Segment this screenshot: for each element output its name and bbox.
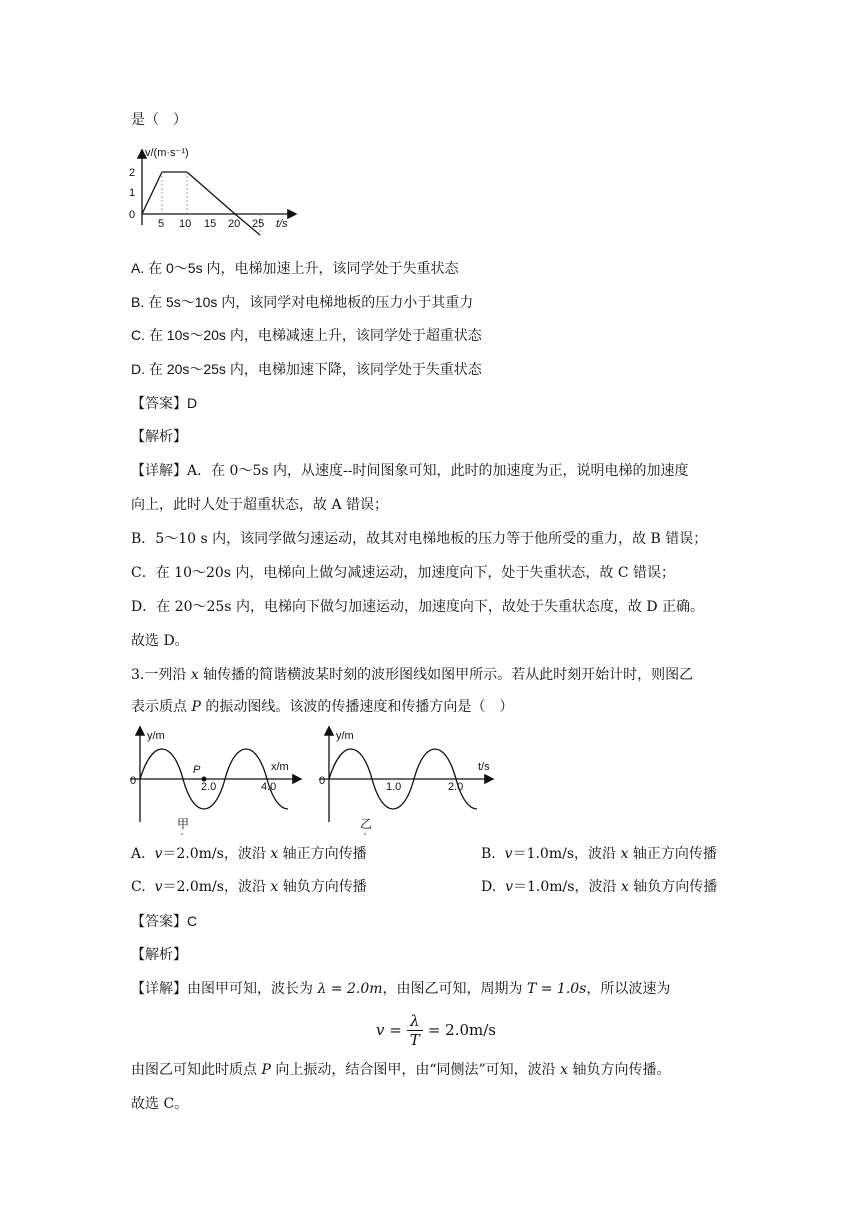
q2-option-a: A. 在 0～5s 内，电梯加速上升，该同学处于失重状态 <box>131 260 459 276</box>
q3-jia-xlabel: x/m <box>271 761 289 773</box>
q3-detail-line-2: 由图乙可知此时质点 P 向上振动，结合图甲，由“同侧法”可知，波沿 x 轴负方向传播。 <box>131 1062 671 1078</box>
q3-yi-tick-1: 1.0 <box>386 781 402 793</box>
q3-jia-ylabel: y/m <box>147 730 165 742</box>
q2-analysis-label: 【解析】 <box>131 429 187 445</box>
q3-jia-point-label: P <box>193 764 201 776</box>
q2-detail-line-6: 故选 D。 <box>131 633 189 649</box>
q3-figure-jia-waveform <box>125 722 305 840</box>
lambda-expression: λ = 2.0m <box>317 981 383 997</box>
q3-jia-origin: 0 <box>130 775 137 787</box>
q2-detail-line-3: B．5～10 s 内，该同学做匀速运动，故其对电梯地板的压力等于他所受的重力，故 B 错误； <box>131 531 708 547</box>
q3-jia-tick-4: 4.0 <box>261 781 277 793</box>
q2-detail-line-1: 【详解】A．在 0～5s 内，从速度--时间图象可知，此时的加速度为正，说明电梯的加速度 <box>131 463 689 479</box>
q3-option-b: B. v＝1.0m/s，波沿 x 轴正方向传播 <box>481 846 717 862</box>
answer-label: 【答案】 <box>131 396 187 412</box>
q2-detail-line-4: C．在 10～20s 内，电梯向上做匀减速运动，加速度向下，处于失重状态，故 C 错误； <box>131 565 676 581</box>
q3-yi-xlabel: t/s <box>478 761 490 773</box>
answer-value: D <box>187 395 198 411</box>
q2-velocity-time-graph <box>125 143 310 243</box>
q2-ytick-1: 1 <box>129 187 136 199</box>
q2-y-label: v/(m·s⁻¹) <box>145 147 189 159</box>
q3-answer <box>131 911 197 932</box>
q3-option-c: C. v＝2.0m/s，波沿 x 轴负方向传播 <box>131 879 367 895</box>
q2-stem-tail: 是（ ） <box>131 112 187 128</box>
q3-velocity-formula: v = λ T = 2.0m/s <box>376 1011 496 1049</box>
q3-number: 3. <box>131 667 145 683</box>
q3-yi-caption: 乙 <box>360 817 373 831</box>
q2-xtick-5: 5 <box>158 218 165 230</box>
q3-jia-caption: 甲 <box>177 817 190 831</box>
q3-stem-line-1: 3.一列沿 x 轴传播的简谐横波某时刻的波形图线如图甲所示。若从此时刻开始计时，则图乙 <box>131 667 694 683</box>
q2-answer <box>131 393 197 414</box>
q2-option-b: B. 在 5s～10s 内，该同学对电梯地板的压力小于其重力 <box>131 294 474 310</box>
q2-x-label: t/s <box>276 218 288 230</box>
q2-option-c: C. 在 10s～20s 内，电梯减速上升，该同学处于超重状态 <box>131 327 482 343</box>
q3-figure-yi-vibration <box>312 722 502 840</box>
q3-option-a: A. v＝2.0m/s，波沿 x 轴正方向传播 <box>131 846 367 862</box>
fraction: λ T <box>407 1012 423 1049</box>
q3-option-d: D. v＝1.0m/s，波沿 x 轴负方向传播 <box>481 879 718 895</box>
answer-value: C <box>187 913 198 929</box>
q3-stem-line-2: 表示质点 P 的振动图线。该波的传播速度和传播方向是（ ） <box>131 699 514 715</box>
q3-yi-ylabel: y/m <box>336 730 354 742</box>
q2-xtick-20: 20 <box>228 218 241 230</box>
q2-detail-line-2: 向上，此时人处于超重状态，故 A 错误； <box>131 497 389 513</box>
q3-analysis-label: 【解析】 <box>131 947 187 963</box>
q2-ytick-2: 2 <box>129 167 136 179</box>
q2-xtick-25: 25 <box>252 218 265 230</box>
q2-detail-line-5: D．在 20～25s 内，电梯向下做匀加速运动，加速度向下，故处于失重状态度，故 D 正确。 <box>131 599 705 615</box>
q2-xtick-10: 10 <box>179 218 192 230</box>
q2-ytick-0: 0 <box>129 209 136 221</box>
q2-option-d: D. 在 20s～25s 内，电梯加速下降，该同学处于失重状态 <box>131 361 482 377</box>
q3-detail-line-1: 【详解】由图甲可知，波长为 λ = 2.0m，由图乙可知，周期为 T = 1.0s，所以波速为 <box>131 981 671 997</box>
period-expression: T = 1.0s <box>526 981 587 997</box>
answer-label: 【答案】 <box>131 914 187 930</box>
q3-jia-tick-2: 2.0 <box>201 781 217 793</box>
q3-yi-tick-2: 2.0 <box>448 781 464 793</box>
q3-detail-line-3: 故选 C。 <box>131 1096 189 1112</box>
q2-xtick-15: 15 <box>204 218 217 230</box>
q3-yi-origin: 0 <box>319 775 326 787</box>
